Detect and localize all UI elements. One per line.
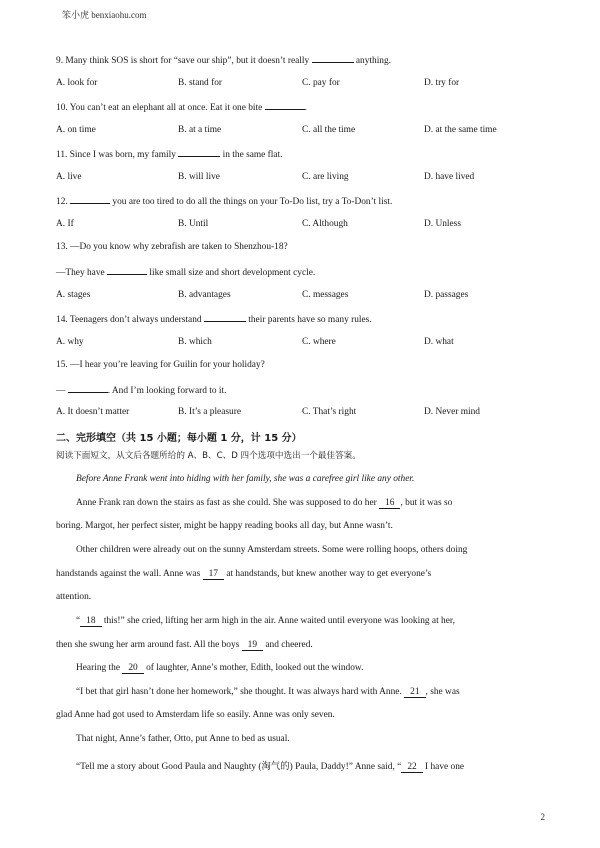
question-stem-end: you are too tired to do all the things on your To-Do list, try a To-Don’t list. xyxy=(110,197,393,207)
blank-21: 21 xyxy=(404,687,425,698)
question-13-line2 xyxy=(56,266,315,278)
question-stem-end: in the same flat. xyxy=(220,150,283,160)
question-14 xyxy=(56,313,372,325)
blank-18: 18 xyxy=(80,616,101,627)
answer-blank xyxy=(312,54,354,63)
option-c: C. all the time xyxy=(302,125,356,135)
question-12 xyxy=(56,195,392,207)
question-stem-end: . xyxy=(304,103,307,113)
blank-16: 16 xyxy=(379,498,400,509)
answer-blank xyxy=(178,148,220,157)
blank-19: 19 xyxy=(242,640,263,651)
answer-blank xyxy=(265,101,305,110)
option-c: C. Although xyxy=(302,219,348,229)
option-d: D. try for xyxy=(424,78,460,88)
question-11 xyxy=(56,148,283,160)
passage-line xyxy=(76,663,363,674)
question-stem: 9. Many think SOS is short for “save our ship”, but it doesn’t really xyxy=(56,56,312,66)
blank-20: 20 xyxy=(122,663,143,674)
passage-text: then she swung her arm around fast. All the boys xyxy=(56,640,242,650)
option-d: D. passages xyxy=(424,290,469,300)
option-a: A. why xyxy=(56,337,84,347)
question-stem: 15. —I hear you’re leaving for Guilin for your holiday? xyxy=(56,360,265,370)
option-d: D. what xyxy=(424,337,454,347)
question-9 xyxy=(56,54,391,66)
option-b: B. will live xyxy=(178,172,220,182)
page-number: 2 xyxy=(540,812,545,822)
option-b: B. advantages xyxy=(178,290,231,300)
option-d: D. Unless xyxy=(424,219,461,229)
answer-blank xyxy=(204,313,246,322)
question-stem: 11. Since I was born, my family xyxy=(56,150,179,160)
question-stem-end: . And I’m looking forward to it. xyxy=(107,386,227,396)
passage-line xyxy=(56,640,313,651)
question-13 xyxy=(56,242,288,252)
option-a: A. It doesn’t matter xyxy=(56,407,130,417)
passage-text: Hearing the xyxy=(76,663,123,673)
passage-line: Other children were already out on the sunny Amsterdam streets. Some were rolling hoops, others doing xyxy=(76,545,468,555)
passage-text: “Tell me a story about Good Paula and Naughty (淘气的) Paula, Daddy!” Anne said, “ xyxy=(76,762,402,772)
passage-text: , she was xyxy=(425,687,460,697)
passage-line xyxy=(56,569,431,580)
passage-line: attention. xyxy=(56,592,92,602)
passage-line xyxy=(76,498,452,509)
site-header: 笨小虎 benxiaohu.com xyxy=(62,10,147,20)
blank-22: 22 xyxy=(401,762,422,773)
option-d: D. Never mind xyxy=(424,407,480,417)
blank-17: 17 xyxy=(203,569,224,580)
passage-text: “I bet that girl hasn’t done her homework,” she thought. It was always hard with Anne. xyxy=(76,687,405,697)
passage-line: boring. Margot, her perfect sister, might be happy reading books all day, but Anne wasn’t. xyxy=(56,521,393,531)
passage-text: “ xyxy=(76,616,81,626)
option-c: C. pay for xyxy=(302,78,340,88)
passage-text: at handstands, but knew another way to get everyone’s xyxy=(223,569,432,579)
option-d: D. at the same time xyxy=(424,125,497,135)
question-stem: 12. xyxy=(56,197,71,207)
question-stem: 14. Teenagers don’t always understand xyxy=(56,315,204,325)
option-d: D. have lived xyxy=(424,172,475,182)
passage-text: this!” she cried, lifting her arm high in the air. Anne waited until everyone was looking at her, xyxy=(101,616,455,626)
question-stem: 13. —Do you know why zebrafish are taken to Shenzhou-18? xyxy=(56,242,288,252)
option-b: B. which xyxy=(178,337,212,347)
passage-line xyxy=(76,616,455,627)
answer-blank xyxy=(68,384,108,393)
passage-line: That night, Anne’s father, Otto, put Anne to bed as usual. xyxy=(76,734,290,744)
section-title: 二、完形填空（共 15 小题；每小题 1 分，计 15 分） xyxy=(56,433,302,444)
option-b: B. It’s a pleasure xyxy=(178,407,242,417)
passage-text: handstands against the wall. Anne was xyxy=(56,569,203,579)
passage-text: I have one xyxy=(422,762,465,772)
option-c: C. That’s right xyxy=(302,407,357,417)
option-c: C. are living xyxy=(302,172,349,182)
option-a: A. live xyxy=(56,172,82,182)
passage-line xyxy=(76,758,464,773)
question-10 xyxy=(56,101,307,113)
question-stem: —They have xyxy=(56,268,108,278)
question-stem: 10. You can’t eat an elephant all at once. Eat it one bite xyxy=(56,103,265,113)
question-stem-end: their parents have so many rules. xyxy=(245,315,372,325)
option-b: B. stand for xyxy=(178,78,223,88)
option-c: C. messages xyxy=(302,290,349,300)
passage-intro: Before Anne Frank went into hiding with her family, she was a carefree girl like any other. xyxy=(76,474,415,484)
answer-blank xyxy=(70,195,110,204)
question-15 xyxy=(56,360,265,370)
passage-text: , but it was so xyxy=(400,498,453,508)
option-a: A. If xyxy=(56,219,74,229)
option-a: A. look for xyxy=(56,78,98,88)
passage-line: glad Anne had got used to Amsterdam life so easily. Anne was only seven. xyxy=(56,710,335,720)
section-instruction: 阅读下面短文，从文后各题所给的 A、B、C、D 四个选项中选出一个最佳答案。 xyxy=(56,451,361,461)
passage-text: of laughter, Anne’s mother, Edith, looked out the window. xyxy=(143,663,364,673)
option-a: A. stages xyxy=(56,290,91,300)
option-b: B. Until xyxy=(178,219,209,229)
answer-blank xyxy=(107,266,147,275)
option-b: B. at a time xyxy=(178,125,222,135)
option-a: A. on time xyxy=(56,125,96,135)
question-stem-end: like small size and short development cycle. xyxy=(147,268,316,278)
question-stem: — xyxy=(56,386,68,396)
passage-text: and cheered. xyxy=(263,640,313,650)
option-c: C. where xyxy=(302,337,336,347)
passage-line xyxy=(76,687,460,698)
question-stem-end: anything. xyxy=(353,56,392,66)
passage-text: Anne Frank ran down the stairs as fast as she could. She was supposed to do her xyxy=(76,498,380,508)
question-15-line2 xyxy=(56,384,226,396)
